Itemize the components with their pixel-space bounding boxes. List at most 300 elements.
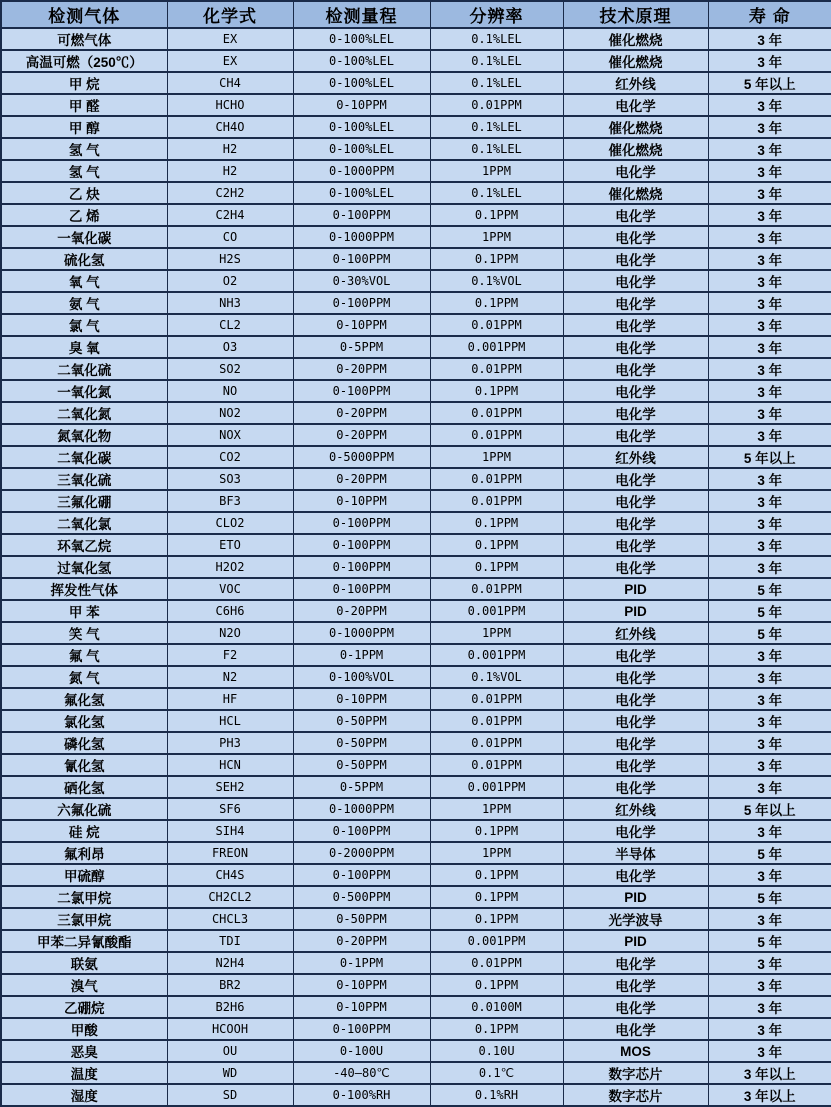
cell-principle: 数字芯片 <box>563 1084 708 1106</box>
cell-formula: SF6 <box>167 798 293 820</box>
cell-range: 0-2000PPM <box>293 842 430 864</box>
cell-principle: 电化学 <box>563 732 708 754</box>
table-row <box>1 490 831 512</box>
cell-resolution: 0.1PPM <box>430 534 563 556</box>
cell-range: 0-100%LEL <box>293 50 430 72</box>
cell-range: 0-100PPM <box>293 820 430 842</box>
cell-gas: 磷化氢 <box>1 732 167 754</box>
cell-gas: 笑 气 <box>1 622 167 644</box>
cell-principle: 电化学 <box>563 336 708 358</box>
cell-life: 3 年 <box>708 424 831 446</box>
cell-life: 3 年 <box>708 534 831 556</box>
col-header-formula: 化学式 <box>167 1 293 28</box>
cell-formula: SO2 <box>167 358 293 380</box>
cell-range: 0-20PPM <box>293 930 430 952</box>
table-row <box>1 798 831 820</box>
cell-range: 0-100%LEL <box>293 116 430 138</box>
cell-range: 0-100PPM <box>293 248 430 270</box>
cell-gas: 甲酸 <box>1 1018 167 1040</box>
cell-resolution: 0.1PPM <box>430 974 563 996</box>
cell-resolution: 1PPM <box>430 798 563 820</box>
cell-principle: 电化学 <box>563 952 708 974</box>
cell-range: 0-100%LEL <box>293 28 430 50</box>
col-header-range: 检测量程 <box>293 1 430 28</box>
table-row <box>1 688 831 710</box>
cell-range: 0-1000PPM <box>293 160 430 182</box>
cell-life: 3 年 <box>708 710 831 732</box>
cell-principle: 电化学 <box>563 204 708 226</box>
cell-gas: 二氯甲烷 <box>1 886 167 908</box>
cell-formula: HCOOH <box>167 1018 293 1040</box>
cell-range: 0-10PPM <box>293 314 430 336</box>
cell-resolution: 0.001PPM <box>430 644 563 666</box>
table-row <box>1 754 831 776</box>
table-row <box>1 622 831 644</box>
cell-range: 0-100%LEL <box>293 182 430 204</box>
cell-range: 0-100PPM <box>293 512 430 534</box>
cell-formula: CH4 <box>167 72 293 94</box>
cell-resolution: 0.1PPM <box>430 292 563 314</box>
table-row <box>1 908 831 930</box>
cell-range: 0-100PPM <box>293 204 430 226</box>
table-row <box>1 776 831 798</box>
cell-range: 0-100PPM <box>293 1018 430 1040</box>
cell-range: 0-20PPM <box>293 358 430 380</box>
cell-range: 0-10PPM <box>293 974 430 996</box>
cell-range: 0-100%LEL <box>293 138 430 160</box>
col-header-resolution: 分辨率 <box>430 1 563 28</box>
cell-principle: 红外线 <box>563 72 708 94</box>
cell-gas: 二氧化硫 <box>1 358 167 380</box>
cell-life: 3 年 <box>708 974 831 996</box>
cell-gas: 硒化氢 <box>1 776 167 798</box>
cell-formula: O2 <box>167 270 293 292</box>
cell-range: 0-1000PPM <box>293 622 430 644</box>
table-row <box>1 842 831 864</box>
cell-formula: O3 <box>167 336 293 358</box>
cell-resolution: 0.001PPM <box>430 776 563 798</box>
cell-principle: 电化学 <box>563 534 708 556</box>
cell-gas: 氟化氢 <box>1 688 167 710</box>
cell-life: 5 年 <box>708 842 831 864</box>
cell-life: 3 年 <box>708 116 831 138</box>
cell-resolution: 0.001PPM <box>430 930 563 952</box>
cell-life: 3 年 <box>708 248 831 270</box>
cell-life: 3 年 <box>708 776 831 798</box>
cell-principle: 电化学 <box>563 424 708 446</box>
table-row <box>1 314 831 336</box>
cell-resolution: 0.0100M <box>430 996 563 1018</box>
cell-formula: BF3 <box>167 490 293 512</box>
col-header-principle: 技术原理 <box>563 1 708 28</box>
cell-resolution: 0.1%LEL <box>430 50 563 72</box>
table-row <box>1 578 831 600</box>
cell-gas: 氮 气 <box>1 666 167 688</box>
cell-gas: 臭 氧 <box>1 336 167 358</box>
table-row <box>1 50 831 72</box>
cell-gas: 联氨 <box>1 952 167 974</box>
table-row <box>1 270 831 292</box>
table-row <box>1 446 831 468</box>
cell-resolution: 0.1%LEL <box>430 72 563 94</box>
cell-principle: 红外线 <box>563 622 708 644</box>
table-row <box>1 28 831 50</box>
table-row <box>1 468 831 490</box>
cell-life: 3 年 <box>708 864 831 886</box>
cell-principle: 电化学 <box>563 160 708 182</box>
cell-gas: 可燃气体 <box>1 28 167 50</box>
cell-resolution: 0.01PPM <box>430 578 563 600</box>
cell-principle: 电化学 <box>563 820 708 842</box>
cell-range: 0-20PPM <box>293 468 430 490</box>
table-row <box>1 820 831 842</box>
cell-range: 0-10PPM <box>293 996 430 1018</box>
cell-range: 0-50PPM <box>293 908 430 930</box>
cell-life: 5 年以上 <box>708 72 831 94</box>
cell-gas: 氮氧化物 <box>1 424 167 446</box>
cell-principle: 红外线 <box>563 798 708 820</box>
cell-resolution: 0.01PPM <box>430 424 563 446</box>
cell-principle: 电化学 <box>563 358 708 380</box>
cell-resolution: 0.1PPM <box>430 380 563 402</box>
cell-gas: 氢 气 <box>1 160 167 182</box>
cell-resolution: 0.1PPM <box>430 204 563 226</box>
cell-principle: MOS <box>563 1040 708 1062</box>
cell-resolution: 0.01PPM <box>430 314 563 336</box>
cell-resolution: 0.1PPM <box>430 864 563 886</box>
cell-resolution: 0.1%LEL <box>430 116 563 138</box>
cell-principle: 电化学 <box>563 270 708 292</box>
table-row <box>1 182 831 204</box>
table-row <box>1 1040 831 1062</box>
cell-principle: 电化学 <box>563 512 708 534</box>
cell-life: 3 年 <box>708 336 831 358</box>
cell-formula: PH3 <box>167 732 293 754</box>
cell-range: 0-1PPM <box>293 644 430 666</box>
cell-life: 3 年 <box>708 138 831 160</box>
cell-principle: PID <box>563 578 708 600</box>
cell-formula: NOX <box>167 424 293 446</box>
cell-gas: 六氟化硫 <box>1 798 167 820</box>
cell-life: 3 年 <box>708 50 831 72</box>
cell-principle: 电化学 <box>563 776 708 798</box>
cell-life: 3 年以上 <box>708 1084 831 1106</box>
cell-range: 0-20PPM <box>293 402 430 424</box>
cell-gas: 甲 醛 <box>1 94 167 116</box>
cell-resolution: 0.1PPM <box>430 820 563 842</box>
cell-life: 3 年 <box>708 204 831 226</box>
cell-resolution: 0.1PPM <box>430 248 563 270</box>
cell-range: 0-100PPM <box>293 578 430 600</box>
cell-principle: 电化学 <box>563 402 708 424</box>
cell-gas: 过氧化氢 <box>1 556 167 578</box>
cell-range: 0-5PPM <box>293 336 430 358</box>
table-row <box>1 358 831 380</box>
cell-formula: HCHO <box>167 94 293 116</box>
cell-range: 0-5000PPM <box>293 446 430 468</box>
cell-resolution: 0.1PPM <box>430 908 563 930</box>
cell-resolution: 0.01PPM <box>430 358 563 380</box>
cell-resolution: 0.01PPM <box>430 94 563 116</box>
cell-gas: 三氟化硼 <box>1 490 167 512</box>
cell-resolution: 0.01PPM <box>430 468 563 490</box>
cell-formula: CH4O <box>167 116 293 138</box>
table-row <box>1 534 831 556</box>
cell-range: 0-1PPM <box>293 952 430 974</box>
table-row <box>1 600 831 622</box>
cell-principle: 电化学 <box>563 226 708 248</box>
cell-range: 0-100U <box>293 1040 430 1062</box>
table-row <box>1 94 831 116</box>
table-row <box>1 1084 831 1106</box>
cell-principle: 电化学 <box>563 996 708 1018</box>
cell-gas: 高温可燃（250℃） <box>1 50 167 72</box>
cell-principle: 电化学 <box>563 754 708 776</box>
cell-gas: 温度 <box>1 1062 167 1084</box>
cell-life: 3 年 <box>708 820 831 842</box>
cell-life: 5 年 <box>708 886 831 908</box>
cell-gas: 恶臭 <box>1 1040 167 1062</box>
cell-life: 3 年 <box>708 292 831 314</box>
cell-formula: SO3 <box>167 468 293 490</box>
table-row <box>1 512 831 534</box>
cell-formula: CH4S <box>167 864 293 886</box>
cell-life: 5 年以上 <box>708 446 831 468</box>
cell-resolution: 0.01PPM <box>430 732 563 754</box>
table-row <box>1 864 831 886</box>
cell-formula: EX <box>167 28 293 50</box>
table-row <box>1 402 831 424</box>
cell-range: 0-500PPM <box>293 886 430 908</box>
cell-range: 0-100PPM <box>293 534 430 556</box>
cell-resolution: 0.01PPM <box>430 688 563 710</box>
cell-principle: 电化学 <box>563 1018 708 1040</box>
cell-formula: WD <box>167 1062 293 1084</box>
cell-principle: 电化学 <box>563 292 708 314</box>
cell-principle: 电化学 <box>563 556 708 578</box>
cell-principle: 电化学 <box>563 666 708 688</box>
cell-gas: 氟 气 <box>1 644 167 666</box>
table-row <box>1 160 831 182</box>
cell-range: 0-1000PPM <box>293 798 430 820</box>
table-row <box>1 72 831 94</box>
cell-life: 3 年 <box>708 1040 831 1062</box>
table-row <box>1 292 831 314</box>
table-row <box>1 952 831 974</box>
cell-gas: 甲 苯 <box>1 600 167 622</box>
cell-gas: 二氧化氯 <box>1 512 167 534</box>
cell-resolution: 0.001PPM <box>430 600 563 622</box>
cell-resolution: 0.1%LEL <box>430 182 563 204</box>
cell-principle: 催化燃烧 <box>563 116 708 138</box>
cell-resolution: 1PPM <box>430 226 563 248</box>
table-body <box>1 28 831 1106</box>
cell-principle: 电化学 <box>563 688 708 710</box>
cell-life: 3 年以上 <box>708 1062 831 1084</box>
cell-gas: 三氯甲烷 <box>1 908 167 930</box>
cell-formula: H2O2 <box>167 556 293 578</box>
cell-gas: 氧 气 <box>1 270 167 292</box>
cell-formula: H2 <box>167 138 293 160</box>
cell-formula: C2H4 <box>167 204 293 226</box>
cell-life: 5 年 <box>708 600 831 622</box>
table-row <box>1 974 831 996</box>
table-row <box>1 996 831 1018</box>
cell-life: 5 年以上 <box>708 798 831 820</box>
table-row <box>1 556 831 578</box>
cell-range: 0-10PPM <box>293 688 430 710</box>
cell-resolution: 0.1PPM <box>430 1018 563 1040</box>
cell-resolution: 0.10U <box>430 1040 563 1062</box>
cell-range: 0-100%RH <box>293 1084 430 1106</box>
table-row <box>1 930 831 952</box>
cell-gas: 二氧化氮 <box>1 402 167 424</box>
cell-life: 3 年 <box>708 490 831 512</box>
cell-range: -40—80℃ <box>293 1062 430 1084</box>
cell-principle: 催化燃烧 <box>563 50 708 72</box>
cell-gas: 氰化氢 <box>1 754 167 776</box>
cell-formula: CHCL3 <box>167 908 293 930</box>
cell-formula: EX <box>167 50 293 72</box>
cell-gas: 湿度 <box>1 1084 167 1106</box>
cell-gas: 硅 烷 <box>1 820 167 842</box>
cell-resolution: 0.01PPM <box>430 754 563 776</box>
cell-principle: 电化学 <box>563 248 708 270</box>
cell-life: 3 年 <box>708 226 831 248</box>
cell-principle: 电化学 <box>563 490 708 512</box>
cell-formula: HF <box>167 688 293 710</box>
cell-range: 0-50PPM <box>293 710 430 732</box>
cell-formula: FREON <box>167 842 293 864</box>
cell-principle: 电化学 <box>563 710 708 732</box>
cell-range: 0-10PPM <box>293 490 430 512</box>
cell-formula: BR2 <box>167 974 293 996</box>
cell-range: 0-10PPM <box>293 94 430 116</box>
cell-resolution: 0.1%VOL <box>430 666 563 688</box>
cell-formula: N2O <box>167 622 293 644</box>
cell-life: 3 年 <box>708 996 831 1018</box>
cell-range: 0-30%VOL <box>293 270 430 292</box>
cell-principle: 电化学 <box>563 380 708 402</box>
cell-principle: PID <box>563 930 708 952</box>
table-row <box>1 710 831 732</box>
table-row <box>1 336 831 358</box>
cell-gas: 一氧化碳 <box>1 226 167 248</box>
cell-gas: 溴气 <box>1 974 167 996</box>
cell-principle: 光学波导 <box>563 908 708 930</box>
cell-gas: 甲 烷 <box>1 72 167 94</box>
table-header <box>1 1 831 28</box>
cell-formula: SIH4 <box>167 820 293 842</box>
cell-range: 0-100PPM <box>293 292 430 314</box>
cell-range: 0-100%LEL <box>293 72 430 94</box>
cell-principle: 催化燃烧 <box>563 138 708 160</box>
cell-principle: PID <box>563 886 708 908</box>
cell-principle: 电化学 <box>563 864 708 886</box>
cell-formula: CLO2 <box>167 512 293 534</box>
table-row <box>1 886 831 908</box>
cell-life: 3 年 <box>708 182 831 204</box>
cell-formula: N2H4 <box>167 952 293 974</box>
cell-gas: 氯 气 <box>1 314 167 336</box>
table-row <box>1 204 831 226</box>
cell-principle: 数字芯片 <box>563 1062 708 1084</box>
cell-formula: C6H6 <box>167 600 293 622</box>
cell-gas: 乙 炔 <box>1 182 167 204</box>
cell-resolution: 0.001PPM <box>430 336 563 358</box>
cell-gas: 乙 烯 <box>1 204 167 226</box>
cell-principle: PID <box>563 600 708 622</box>
col-header-gas: 检测气体 <box>1 1 167 28</box>
cell-gas: 乙硼烷 <box>1 996 167 1018</box>
cell-formula: TDI <box>167 930 293 952</box>
cell-life: 3 年 <box>708 402 831 424</box>
cell-formula: NO2 <box>167 402 293 424</box>
cell-formula: N2 <box>167 666 293 688</box>
cell-formula: SEH2 <box>167 776 293 798</box>
cell-principle: 半导体 <box>563 842 708 864</box>
cell-gas: 氟利昂 <box>1 842 167 864</box>
cell-gas: 氢 气 <box>1 138 167 160</box>
cell-life: 3 年 <box>708 380 831 402</box>
cell-formula: CH2CL2 <box>167 886 293 908</box>
cell-formula: CO2 <box>167 446 293 468</box>
table-row <box>1 1062 831 1084</box>
cell-resolution: 0.1%LEL <box>430 28 563 50</box>
cell-life: 3 年 <box>708 908 831 930</box>
table-row <box>1 248 831 270</box>
cell-life: 5 年 <box>708 578 831 600</box>
cell-formula: H2 <box>167 160 293 182</box>
cell-resolution: 1PPM <box>430 622 563 644</box>
table-row <box>1 1018 831 1040</box>
cell-resolution: 1PPM <box>430 160 563 182</box>
table-row <box>1 732 831 754</box>
cell-range: 0-50PPM <box>293 732 430 754</box>
table-row <box>1 226 831 248</box>
cell-life: 3 年 <box>708 28 831 50</box>
cell-life: 3 年 <box>708 754 831 776</box>
cell-formula: SD <box>167 1084 293 1106</box>
cell-formula: HCN <box>167 754 293 776</box>
cell-life: 3 年 <box>708 644 831 666</box>
cell-principle: 电化学 <box>563 644 708 666</box>
cell-formula: NH3 <box>167 292 293 314</box>
cell-formula: NO <box>167 380 293 402</box>
table-row <box>1 138 831 160</box>
cell-principle: 红外线 <box>563 446 708 468</box>
cell-life: 3 年 <box>708 94 831 116</box>
cell-life: 3 年 <box>708 314 831 336</box>
cell-gas: 一氧化氮 <box>1 380 167 402</box>
cell-gas: 甲 醇 <box>1 116 167 138</box>
cell-gas: 三氧化硫 <box>1 468 167 490</box>
cell-life: 3 年 <box>708 666 831 688</box>
cell-gas: 硫化氢 <box>1 248 167 270</box>
cell-principle: 催化燃烧 <box>563 28 708 50</box>
cell-resolution: 1PPM <box>430 842 563 864</box>
cell-resolution: 0.1PPM <box>430 886 563 908</box>
cell-formula: VOC <box>167 578 293 600</box>
col-header-life: 寿 命 <box>708 1 831 28</box>
cell-life: 3 年 <box>708 358 831 380</box>
cell-range: 0-20PPM <box>293 424 430 446</box>
cell-principle: 电化学 <box>563 974 708 996</box>
cell-gas: 环氧乙烷 <box>1 534 167 556</box>
table-row <box>1 424 831 446</box>
cell-range: 0-50PPM <box>293 754 430 776</box>
cell-formula: F2 <box>167 644 293 666</box>
